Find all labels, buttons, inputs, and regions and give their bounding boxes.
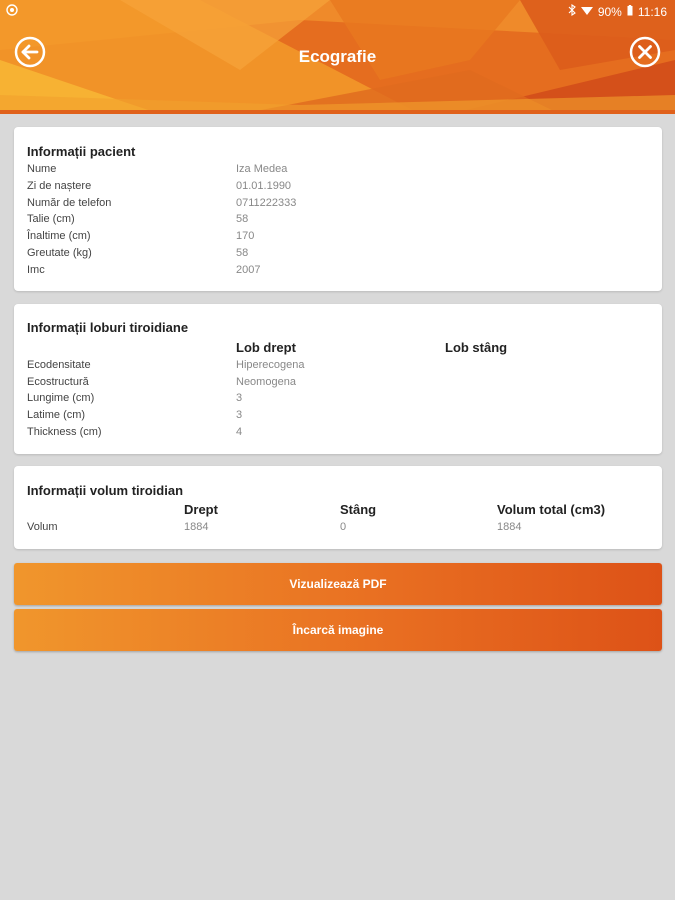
app-header xyxy=(0,0,675,114)
patient-value: 01.01.1990 xyxy=(236,180,292,192)
lobe-label: Ecostructură xyxy=(27,376,89,388)
volume-right-value: 1884 xyxy=(184,521,209,533)
patient-value: 0711222333 xyxy=(236,197,297,209)
thyroid-volume-title: Informații volum tiroidian xyxy=(27,483,184,498)
close-icon xyxy=(629,36,661,68)
column-header-left-lobe: Lob stâng xyxy=(445,340,508,355)
battery-icon xyxy=(627,5,633,19)
status-bar xyxy=(0,0,675,24)
patient-label: Imc xyxy=(27,264,45,276)
lobe-label: Latime (cm) xyxy=(27,409,86,421)
thyroid-volume-card xyxy=(14,466,662,549)
lobe-value: 3 xyxy=(236,409,243,421)
patient-info-card xyxy=(14,127,662,291)
notification-icon xyxy=(6,4,18,19)
patient-value: 2007 xyxy=(236,264,261,276)
bluetooth-icon xyxy=(568,4,576,19)
thyroid-lobes-title: Informații loburi tiroidiane xyxy=(27,320,189,335)
volume-left-value: 0 xyxy=(340,521,347,533)
lobe-value: Hiperecogena xyxy=(236,359,305,371)
patient-value: 58 xyxy=(236,247,249,259)
column-header-right-lobe: Lob drept xyxy=(236,340,296,355)
column-header-right: Drept xyxy=(184,502,218,517)
lobe-label: Ecodensitate xyxy=(27,359,91,371)
upload-image-button[interactable]: Încarcă imagine xyxy=(14,609,662,651)
patient-value: 58 xyxy=(236,213,249,225)
lobe-label: Thickness (cm) xyxy=(27,426,102,438)
column-header-left: Stâng xyxy=(340,502,377,517)
patient-label: Înaltime (cm) xyxy=(27,230,91,242)
lobe-value: 3 xyxy=(236,392,243,404)
clock: 11:16 xyxy=(637,4,667,19)
patient-label: Nume xyxy=(27,163,57,175)
patient-value: Iza Medea xyxy=(236,163,288,175)
patient-label: Zi de naștere xyxy=(27,180,92,192)
lobe-label: Lungime (cm) xyxy=(27,392,95,404)
volume-label: Volum xyxy=(27,521,58,533)
volume-total-value: 1884 xyxy=(497,521,522,533)
close-button[interactable] xyxy=(629,36,661,68)
lobe-value: Neomogena xyxy=(236,376,296,388)
patient-value: 170 xyxy=(236,230,255,242)
lobe-value: 4 xyxy=(236,426,243,438)
view-pdf-button[interactable]: Vizualizează PDF xyxy=(14,563,662,605)
wifi-icon xyxy=(581,5,593,19)
thyroid-lobes-card xyxy=(14,304,662,454)
page-title: Ecografie xyxy=(298,47,377,66)
battery-percent: 90% xyxy=(597,4,622,19)
patient-label: Talie (cm) xyxy=(27,213,75,225)
patient-label: Greutate (kg) xyxy=(27,247,92,259)
patient-info-title: Informații pacient xyxy=(27,144,136,159)
column-header-total: Volum total (cm3) xyxy=(497,502,606,517)
patient-label: Număr de telefon xyxy=(27,197,112,209)
